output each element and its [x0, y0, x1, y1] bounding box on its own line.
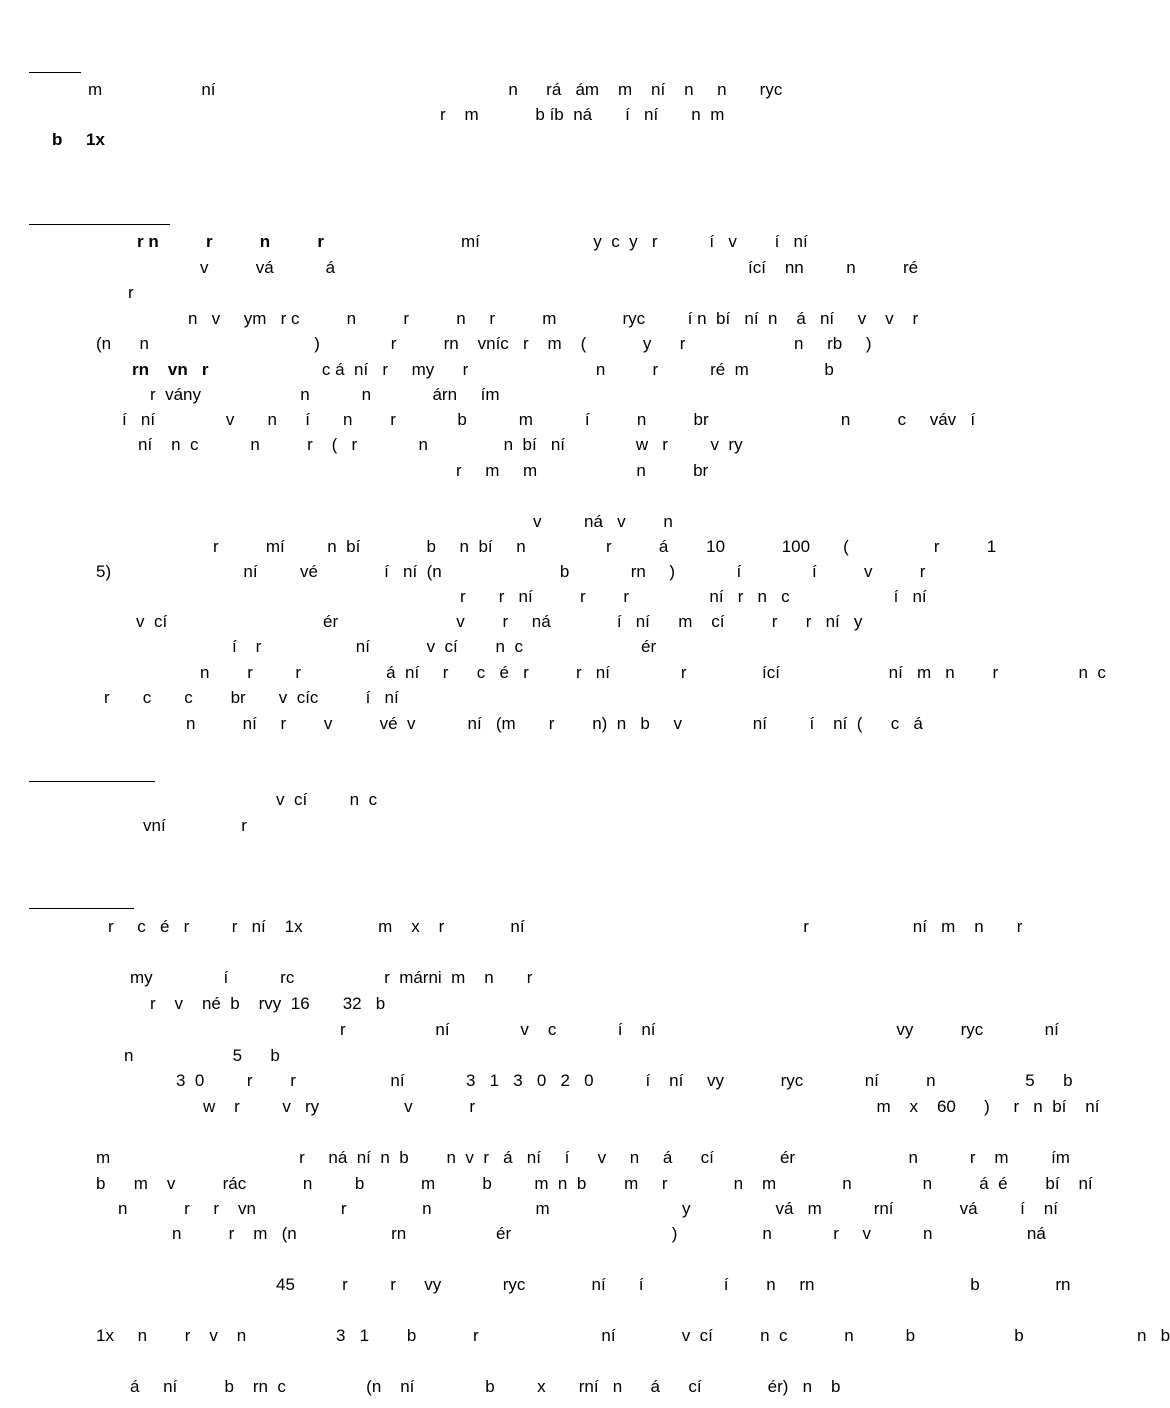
text-line: vní r [143, 816, 247, 835]
text-line: n 5 b [124, 1046, 280, 1065]
text-line: r r ní r r ní r n c í ní [460, 587, 927, 606]
text-line: b m v rác n b m b m n b m r n m n n á é bí ní [96, 1174, 1093, 1193]
text-line: v cí ér v r ná í ní m cí r r ní y [136, 612, 863, 631]
text-line: r vány n n árn ím [150, 385, 500, 404]
text-line: n r r á ní r c é r r ní r ící ní m n r n c [200, 663, 1106, 682]
text-line: v cí n c [276, 790, 378, 809]
text-line: 3 0 r r ní 3 1 3 0 2 0 í ní vy ryc ní n 5 b [176, 1071, 1073, 1090]
text-line: 5) ní vé í ní (n b rn ) í í v r [96, 562, 926, 581]
text-line: n ní r v vé v ní (m r n) n b v ní í ní ( c á [186, 714, 923, 733]
text-line: n r r vn r n m y vá m rní vá í ní [118, 1199, 1058, 1218]
text-line: (n n ) r rn vníc r m ( y r n rb ) [96, 334, 872, 353]
text-line: í ní v n í n r b m í n br n c váv í [122, 410, 976, 429]
text-line: ící nn n ré [748, 258, 919, 277]
text-line: r m m n br [456, 461, 709, 480]
text-line: r n r n r mí y c y r í v í ní [137, 232, 808, 251]
section-rule-2 [29, 224, 170, 225]
text-line: r mí n bí b n bí n r á 10 100 ( r 1 [213, 537, 997, 556]
text-line: 45 r r vy ryc ní í í n rn b rn [276, 1275, 1071, 1294]
text-line: r v né b rvy 16 32 b [150, 994, 386, 1013]
text-line: 1x n r v n 3 1 b r ní v cí n c n b b n b [96, 1326, 1170, 1345]
text-line: v ná v n [533, 512, 673, 531]
text-line: n r m (n rn ér ) n r v n ná [172, 1224, 1046, 1243]
text-line: v vá á [200, 258, 336, 277]
section-rule-3 [29, 781, 155, 782]
section-rule-1 [29, 72, 81, 73]
text-line: m ní n rá ám m ní n n ryc [88, 80, 783, 99]
text-line: r ní v c í ní vy ryc ní [340, 1020, 1059, 1039]
text-line: á ní b rn c (n ní b x rní n á cí ér) n b [130, 1377, 841, 1396]
section-rule-4 [29, 908, 134, 909]
text-line: r c é r r ní 1x m x r ní r ní m n r [108, 917, 1023, 936]
text-line: n v ym r c n r n r m ryc í n bí ní n á ní v v r [188, 309, 919, 328]
text-line: rn vn r c á ní r my r n r ré m b [132, 360, 834, 379]
text-line: í r ní v cí n c ér [232, 637, 657, 656]
text-line: w r v ry v r m x 60 ) r n bí ní [203, 1097, 1100, 1116]
text-line: r c c br v cíc í ní [104, 688, 399, 707]
text-line: m r ná ní n b n v r á ní í v n á cí ér n r m ím [96, 1148, 1070, 1167]
text-line: b 1x [52, 130, 105, 149]
text-line: ní n c n r ( r n n bí ní w r v ry [138, 435, 743, 454]
text-line: my í rc r márni m n r [130, 968, 533, 987]
text-line: r [128, 283, 134, 302]
text-line: r m b íb ná í ní n m [440, 105, 725, 124]
